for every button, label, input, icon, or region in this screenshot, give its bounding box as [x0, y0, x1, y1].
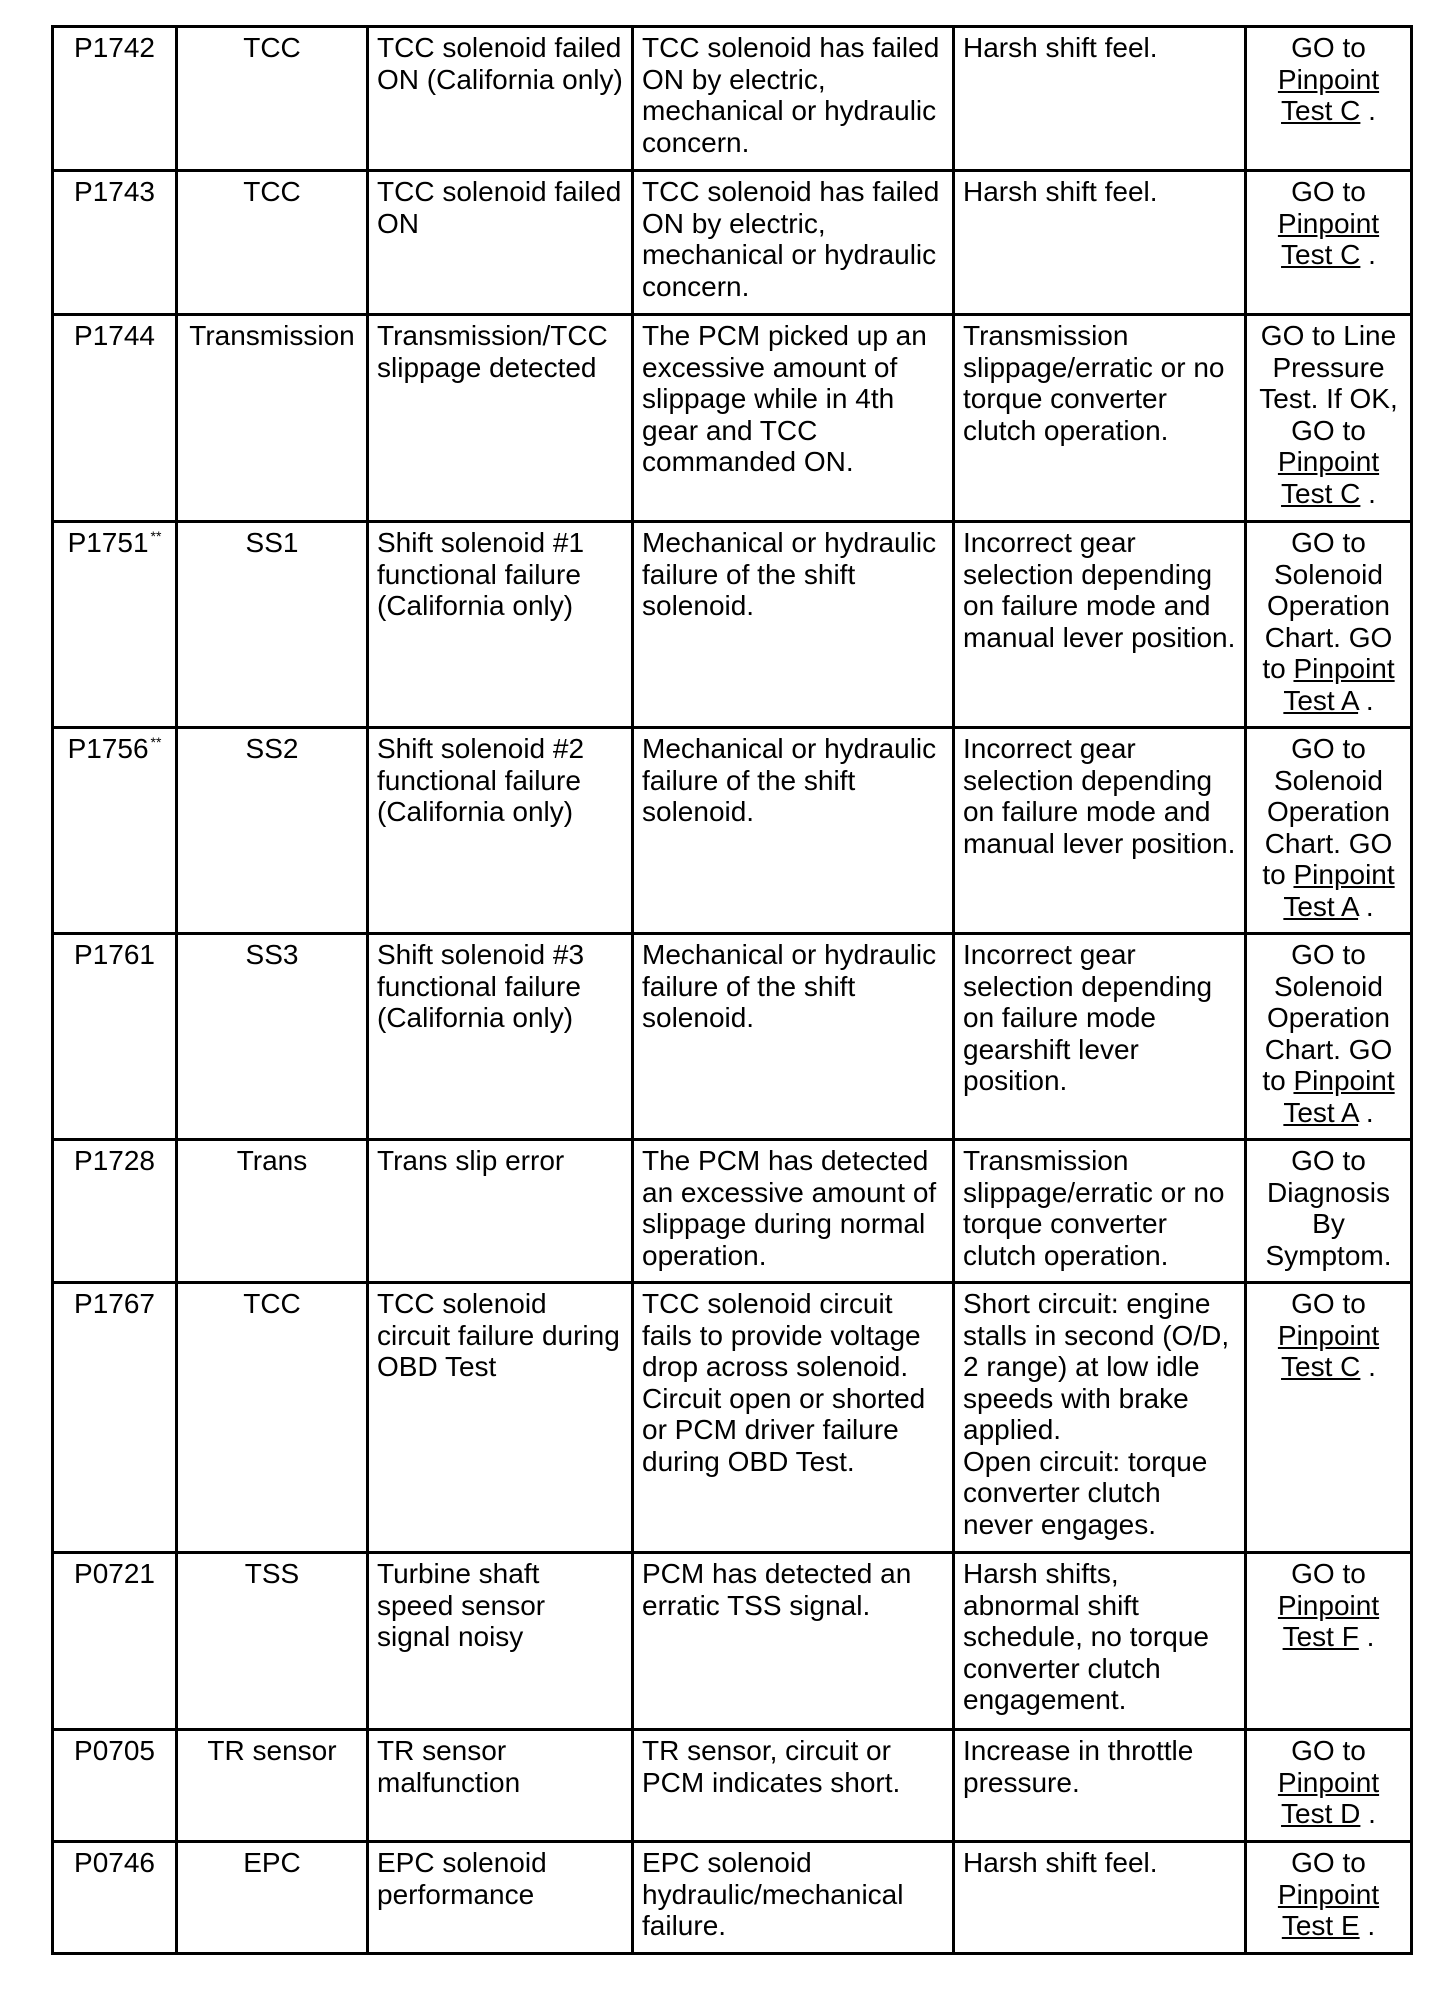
table-row — [53, 934, 1412, 1140]
component-cell: TSS — [177, 1553, 368, 1730]
pinpoint-test-link[interactable]: Pinpoint Test A — [1283, 653, 1395, 716]
action-cell — [1246, 1283, 1412, 1553]
action-text: GO to Solenoid Operation Chart. GO to — [1262, 733, 1393, 890]
dtc-code-cell — [53, 1283, 177, 1553]
description-cell: TCC solenoid failed ON (California only) — [368, 27, 633, 171]
dtc-code: P0705 — [74, 1735, 155, 1766]
action-cell — [1246, 171, 1412, 315]
table-row — [53, 1730, 1412, 1842]
dtc-code-cell — [53, 1730, 177, 1842]
dtc-code: P0721 — [74, 1558, 155, 1589]
condition-cell: TCC solenoid has failed ON by electric, mechanical or hydraulic concern. — [633, 171, 954, 315]
symptom-cell: Transmission slippage/erratic or no torque converter clutch operation. — [954, 1140, 1246, 1283]
dtc-code-cell — [53, 1842, 177, 1954]
table-row — [53, 522, 1412, 728]
table-row — [53, 1842, 1412, 1954]
description-cell: Shift solenoid #2 functional failure (California only) — [368, 728, 633, 934]
symptom-cell: Transmission slippage/erratic or no torque converter clutch operation. — [954, 315, 1246, 522]
action-text: GO to — [1291, 1288, 1366, 1319]
action-suffix: . — [1360, 1798, 1376, 1829]
dtc-code-cell — [53, 315, 177, 522]
action-suffix: . — [1360, 477, 1376, 509]
action-cell — [1246, 1553, 1412, 1730]
pinpoint-test-link[interactable]: Pinpoint Test C — [1277, 1319, 1380, 1382]
action-text: GO to — [1291, 1735, 1366, 1766]
table-row — [53, 315, 1412, 522]
description-cell: Shift solenoid #3 functional failure (California only) — [368, 934, 633, 1140]
pinpoint-test-link[interactable]: Pinpoint Test F — [1277, 1589, 1380, 1652]
action-suffix: . — [1360, 95, 1376, 126]
action-suffix: . — [1358, 1096, 1374, 1128]
description-cell: Transmission/TCC slippage detected — [368, 315, 633, 522]
dtc-code: P1728 — [74, 1145, 155, 1176]
condition-cell: TR sensor, circuit or PCM indicates short. — [633, 1730, 954, 1842]
pinpoint-test-link[interactable]: Pinpoint Test C — [1277, 63, 1380, 126]
dtc-code: P0746 — [74, 1847, 155, 1878]
table-row — [53, 171, 1412, 315]
dtc-code-cell — [53, 1553, 177, 1730]
dtc-table-body — [53, 27, 1412, 1954]
dtc-code: P1742 — [74, 32, 155, 63]
dtc-code: P1761 — [74, 939, 155, 970]
dtc-code-cell — [53, 934, 177, 1140]
pinpoint-test-link[interactable]: Pinpoint Test A — [1283, 859, 1395, 922]
condition-cell: Mechanical or hydraulic failure of the shift solenoid. — [633, 522, 954, 728]
action-text: GO to — [1291, 176, 1366, 207]
action-suffix: . — [1358, 890, 1374, 922]
action-cell — [1246, 27, 1412, 171]
action-suffix: . — [1358, 684, 1374, 716]
action-text: GO to — [1291, 32, 1366, 63]
description-cell: Trans slip error — [368, 1140, 633, 1283]
action-text: GO to Line Pressure Test. If OK, GO to — [1259, 320, 1398, 446]
pinpoint-test-link[interactable]: Pinpoint Test C — [1277, 207, 1380, 270]
action-cell — [1246, 522, 1412, 728]
action-cell — [1246, 1140, 1412, 1283]
condition-cell: EPC solenoid hydraulic/mechanical failure. — [633, 1842, 954, 1954]
dtc-code: P1744 — [74, 320, 155, 351]
action-text: GO to Diagnosis By Symptom. — [1265, 1145, 1392, 1271]
symptom-cell: Incorrect gear selection depending on failure mode and manual lever position. — [954, 522, 1246, 728]
component-cell: TCC — [177, 171, 368, 315]
description-cell: TCC solenoid failed ON — [368, 171, 633, 315]
table-row — [53, 1283, 1412, 1553]
component-cell: TCC — [177, 27, 368, 171]
component-cell: EPC — [177, 1842, 368, 1954]
pinpoint-test-link[interactable]: Pinpoint Test D — [1277, 1766, 1380, 1829]
symptom-cell: Harsh shift feel. — [954, 27, 1246, 171]
description-cell: TCC solenoid circuit failure during OBD Test — [368, 1283, 633, 1553]
table-row — [53, 27, 1412, 171]
dtc-code-cell — [53, 171, 177, 315]
symptom-cell: Harsh shift feel. — [954, 171, 1246, 315]
action-suffix: . — [1360, 1351, 1376, 1382]
action-text: GO to Solenoid Operation Chart. GO to — [1262, 939, 1393, 1096]
pinpoint-test-link[interactable]: Pinpoint Test A — [1283, 1065, 1395, 1128]
description-cell: Shift solenoid #1 functional failure (California only) — [368, 522, 633, 728]
action-suffix: . — [1360, 239, 1376, 270]
dtc-code-cell — [53, 728, 177, 934]
symptom-cell: Short circuit: engine stalls in second (O/D, 2 range) at low idle speeds with brake applied. Open circuit: torque converter clutch never engages. — [954, 1283, 1246, 1553]
condition-cell: Mechanical or hydraulic failure of the shift solenoid. — [633, 728, 954, 934]
symptom-cell: Harsh shift feel. — [954, 1842, 1246, 1954]
component-cell: TCC — [177, 1283, 368, 1553]
action-text: GO to — [1291, 1847, 1366, 1878]
table-row — [53, 728, 1412, 934]
symptom-cell: Incorrect gear selection depending on failure mode and manual lever position. — [954, 728, 1246, 934]
action-suffix: . — [1358, 1621, 1375, 1652]
condition-cell: The PCM has detected an excessive amount of slippage during normal operation. — [633, 1140, 954, 1283]
symptom-cell: Increase in throttle pressure. — [954, 1730, 1246, 1842]
table-row — [53, 1553, 1412, 1730]
action-suffix: . — [1359, 1910, 1376, 1941]
symptom-cell: Incorrect gear selection depending on failure mode gearshift lever position. — [954, 934, 1246, 1140]
dtc-code-cell — [53, 1140, 177, 1283]
dtc-code: P1751 — [67, 527, 149, 558]
component-cell: TR sensor — [177, 1730, 368, 1842]
description-cell: TR sensor malfunction — [368, 1730, 633, 1842]
dtc-code-cell — [53, 522, 177, 728]
action-text: GO to — [1291, 1558, 1366, 1589]
component-cell: Transmission — [177, 315, 368, 522]
description-cell: Turbine shaft speed sensor signal noisy — [368, 1553, 633, 1730]
condition-cell: The PCM picked up an excessive amount of slippage while in 4th gear and TCC commanded ON. — [633, 315, 954, 522]
component-cell: SS1 — [177, 522, 368, 728]
condition-cell: Mechanical or hydraulic failure of the shift solenoid. — [633, 934, 954, 1140]
dtc-code: P1767 — [74, 1288, 155, 1319]
footnote-marker: ** — [150, 528, 162, 544]
action-cell — [1246, 315, 1412, 522]
dtc-code: P1756 — [67, 733, 149, 764]
pinpoint-test-link[interactable]: Pinpoint Test C — [1277, 446, 1380, 509]
component-cell: SS2 — [177, 728, 368, 934]
condition-cell: PCM has detected an erratic TSS signal. — [633, 1553, 954, 1730]
description-cell: EPC solenoid performance — [368, 1842, 633, 1954]
action-cell — [1246, 1730, 1412, 1842]
component-cell: SS3 — [177, 934, 368, 1140]
pinpoint-test-link[interactable]: Pinpoint Test E — [1277, 1878, 1380, 1941]
dtc-code: P1743 — [74, 176, 155, 207]
component-cell: Trans — [177, 1140, 368, 1283]
action-cell — [1246, 1842, 1412, 1954]
symptom-cell: Harsh shifts, abnormal shift schedule, no torque converter clutch engagement. — [954, 1553, 1246, 1730]
table-row — [53, 1140, 1412, 1283]
condition-cell: TCC solenoid circuit fails to provide voltage drop across solenoid. Circuit open or shorted or PCM driver failure during OBD Test. — [633, 1283, 954, 1553]
action-cell — [1246, 728, 1412, 934]
dtc-code-cell — [53, 27, 177, 171]
condition-cell: TCC solenoid has failed ON by electric, mechanical or hydraulic concern. — [633, 27, 954, 171]
footnote-marker: ** — [150, 734, 162, 750]
action-text: GO to Solenoid Operation Chart. GO to — [1262, 527, 1393, 684]
action-cell — [1246, 934, 1412, 1140]
dtc-table — [51, 25, 1413, 1955]
